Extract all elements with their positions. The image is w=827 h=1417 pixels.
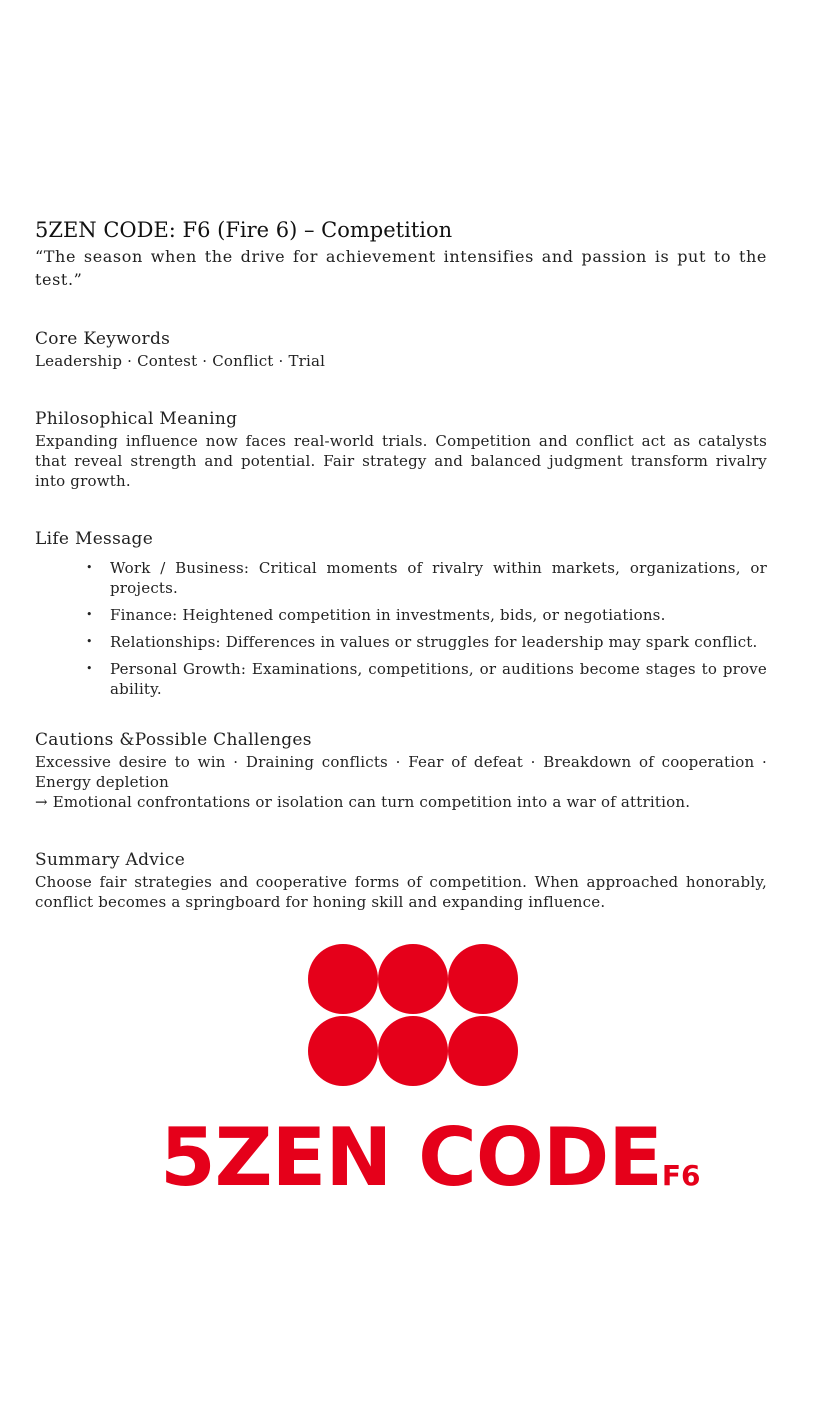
summary-heading: Summary Advice	[35, 850, 186, 870]
life-message-heading: Life Message	[35, 529, 154, 549]
logo-circle	[378, 944, 448, 1014]
cautions-text: Excessive desire to win · Draining conflicts · Fear of defeat · Breakdown of cooperation · Energy depletion	[35, 753, 767, 791]
list-item: • Work / Business: Critical moments of rivalry within markets, organizations, or projects.	[110, 558, 767, 598]
core-keywords-heading: Core Keywords	[35, 329, 171, 349]
life-message-list	[35, 558, 767, 699]
summary-text: Choose fair strategies and cooperative forms of competition. When approached honorably, conflict becomes a springboard for honing skill and expanding influence.	[35, 873, 767, 911]
six-red-circles-logo-icon	[0, 940, 827, 1100]
list-item: • Relationships: Differences in values or struggles for leadership may spark conflict.	[110, 632, 767, 652]
section-cautions	[35, 728, 767, 812]
cautions-heading: Cautions &Possible Challenges	[35, 730, 312, 750]
logo-circle	[448, 944, 518, 1014]
section-life-message	[35, 527, 767, 699]
philosophical-meaning-heading: Philosophical Meaning	[35, 409, 238, 429]
list-item: • Finance: Heightened competition in investments, bids, or negotiations.	[110, 605, 767, 625]
cautions-arrow-text: → Emotional confrontations or isolation can turn competition into a war of attrition.	[35, 793, 691, 811]
list-item: • Personal Growth: Examinations, competitions, or auditions become stages to prove ability.	[110, 659, 767, 699]
logo-circle	[378, 1016, 448, 1086]
section-philosophical-meaning	[35, 407, 767, 491]
logo-circle	[308, 1016, 378, 1086]
subtitle-quote: “The season when the drive for achievement intensifies and passion is put to the test.”	[35, 247, 767, 289]
section-summary	[35, 848, 767, 912]
logo-circle	[308, 944, 378, 1014]
logo-wordmark	[160, 1113, 701, 1221]
document-body	[35, 215, 767, 912]
logo-sub: F6	[661, 1159, 701, 1192]
page-title: 5ZEN CODE: F6 (Fire 6) – Competition	[35, 218, 453, 242]
philosophical-meaning-text: Expanding influence now faces real-world trials. Competition and conflict act as catalysts that reveal strength and potential. Fair strategy and balanced judgment transform rivalry into growth.	[35, 432, 767, 490]
section-core-keywords	[35, 327, 767, 371]
logo-text: 5ZEN CODE	[160, 1111, 662, 1204]
core-keywords-text: Leadership · Contest · Conflict · Trial	[35, 352, 326, 370]
logo-circle	[448, 1016, 518, 1086]
